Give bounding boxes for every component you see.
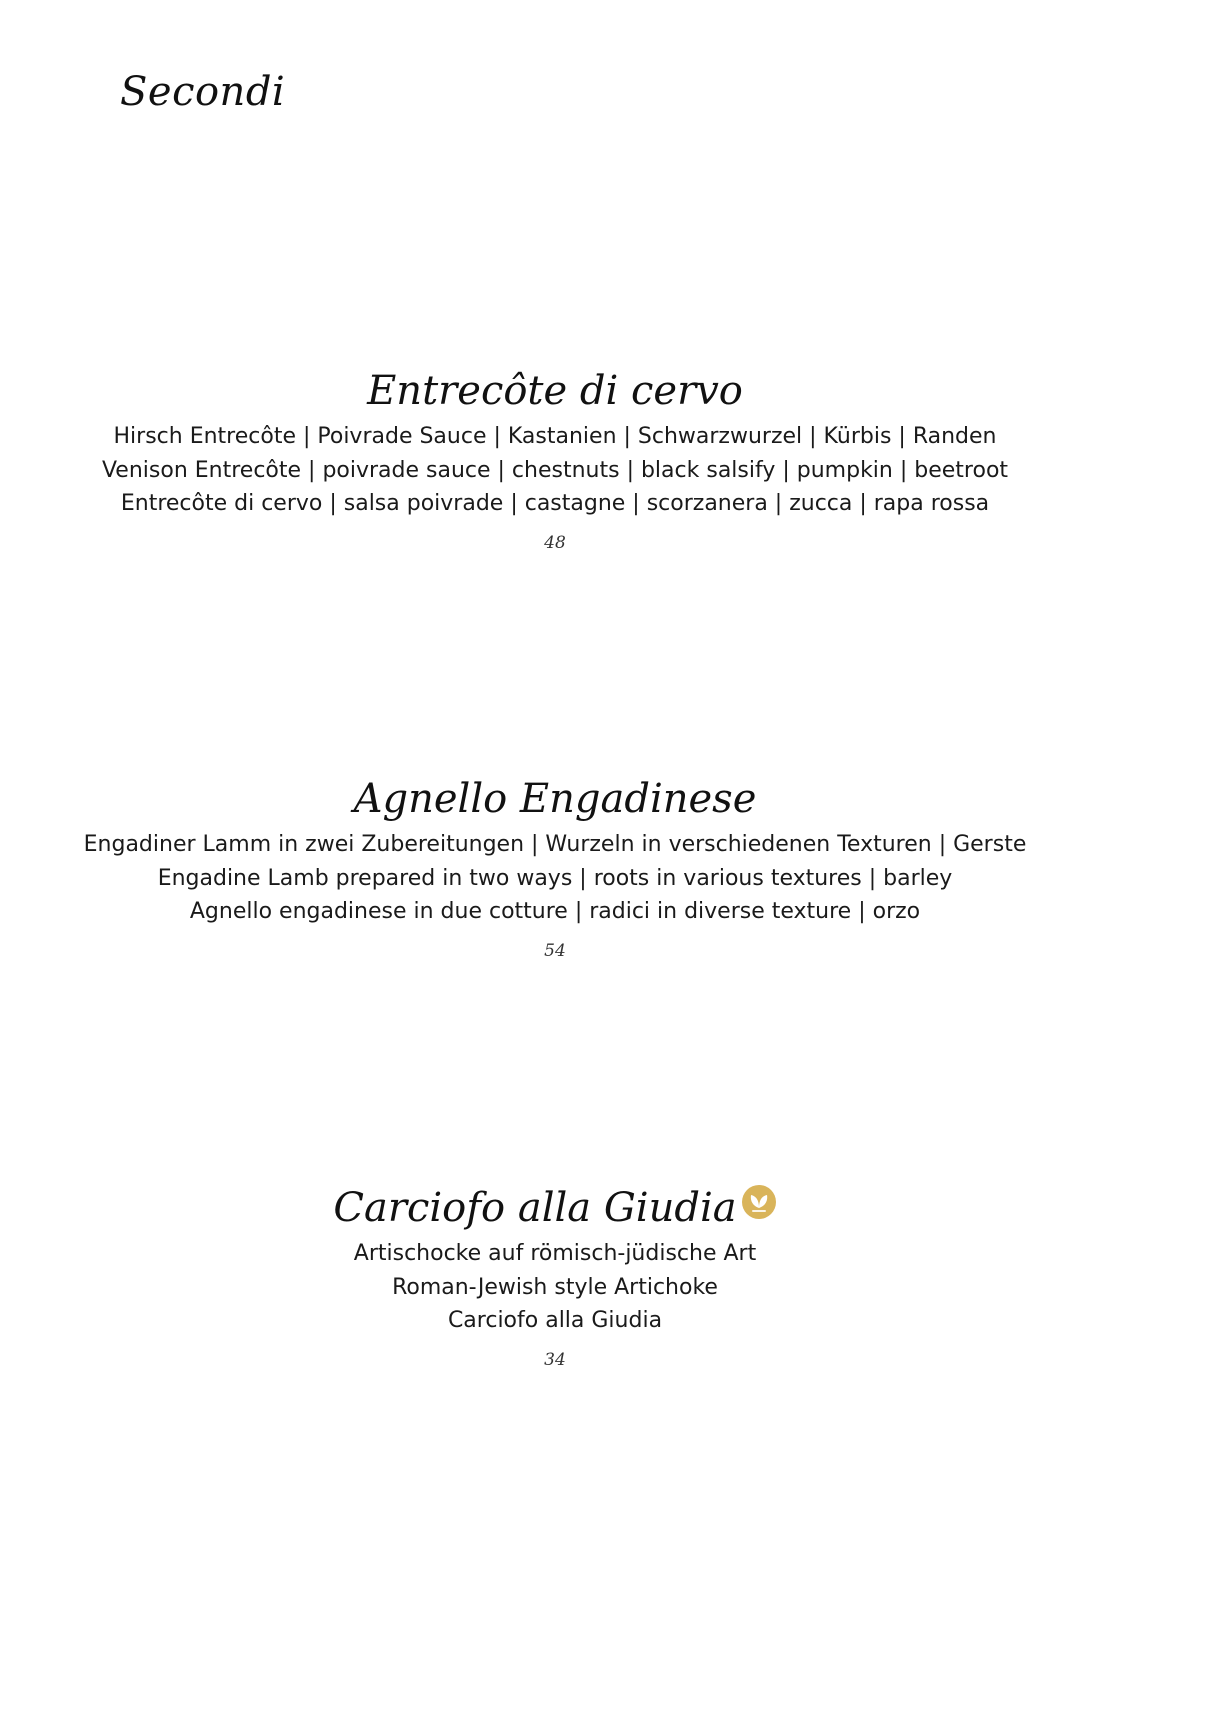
description-english: Engadine Lamb prepared in two ways | roots in various textures | barley	[157, 865, 953, 891]
dish-price: 34	[544, 1349, 566, 1370]
dish-price: 48	[544, 532, 566, 553]
dish-name	[333, 1185, 776, 1231]
description-german: Hirsch Entrecôte | Poivrade Sauce | Kastanien | Schwarzwurzel | Kürbis | Randen	[113, 424, 997, 449]
description-italian: Entrecôte di cervo | salsa poivrade | castagne | scorzanera | zucca | rapa rossa	[120, 491, 990, 516]
description-german: Artischocke auf römisch-jüdische Art	[353, 1241, 757, 1266]
vegan-leaf-icon	[741, 1184, 777, 1220]
description-italian: Agnello engadinese in due cotture | radici in diverse texture | orzo	[189, 899, 921, 924]
section-title: Secondi	[120, 69, 286, 115]
dish-name	[367, 368, 743, 414]
dish-name-text: Entrecôte di cervo	[367, 368, 743, 414]
dish-carciofo	[0, 1185, 1110, 1370]
description-italian: Carciofo alla Giudia	[447, 1308, 663, 1333]
dish-name-text: Carciofo alla Giudia	[333, 1185, 737, 1231]
dish-name-text: Agnello Engadinese	[353, 776, 757, 822]
description-english: Roman-Jewish style Artichoke	[392, 1274, 718, 1300]
dish-price: 54	[544, 940, 566, 961]
dish-agnello	[0, 776, 1110, 961]
description-english: Venison Entrecôte | poivrade sauce | chestnuts | black salsify | pumpkin | beetroot	[101, 457, 1009, 483]
dish-entrecote	[0, 368, 1110, 553]
description-german: Engadiner Lamm in zwei Zubereitungen | Wurzeln in verschiedenen Texturen | Gerste	[83, 832, 1027, 857]
dish-name	[354, 776, 757, 822]
